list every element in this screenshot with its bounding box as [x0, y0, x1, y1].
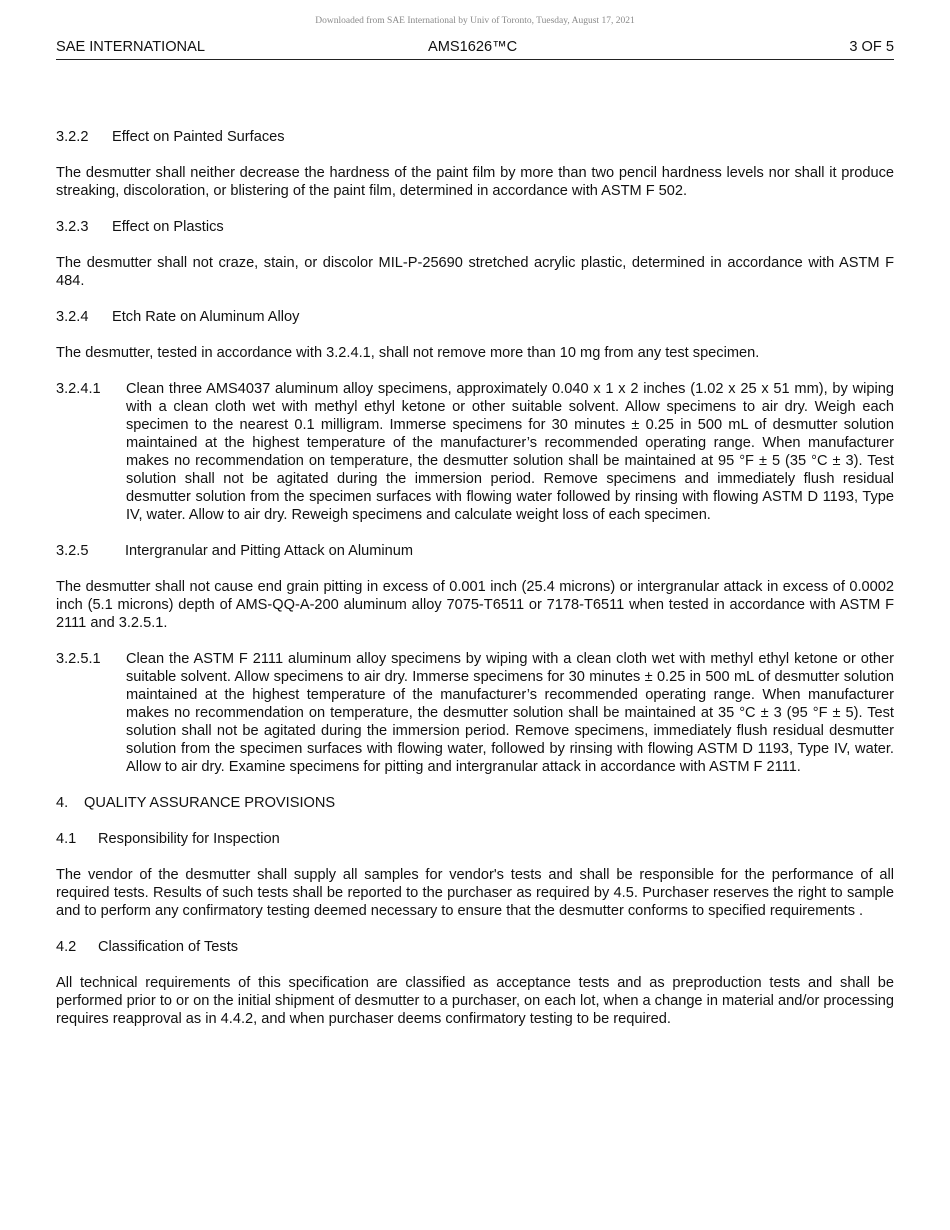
- page-header: [56, 39, 894, 60]
- section-title: Responsibility for Inspection: [98, 831, 280, 847]
- section-heading-3-2-5: [56, 542, 894, 560]
- section-title: Intergranular and Pitting Attack on Aluminum: [125, 543, 413, 559]
- section-title: Effect on Plastics: [112, 219, 224, 235]
- section-title: Etch Rate on Aluminum Alloy: [112, 309, 300, 325]
- section-title: QUALITY ASSURANCE PROVISIONS: [84, 795, 336, 811]
- header-page-number: 3 OF 5: [849, 39, 894, 55]
- section-body-3-2-3: The desmutter shall not craze, stain, or discolor MIL-P-25690 stretched acrylic plastic, determined in accordance with ASTM F 484.: [56, 255, 894, 289]
- section-number: 4.1: [56, 831, 77, 847]
- header-organization: SAE INTERNATIONAL: [56, 39, 205, 55]
- section-body-3-2-4: The desmutter, tested in accordance with 3.2.4.1, shall not remove more than 10 mg from any test specimen.: [56, 345, 760, 361]
- section-body-4-2: All technical requirements of this specification are classified as acceptance tests and as preproduction tests and shall be performed prior to or on the initial shipment of desmutter to a purchaser, on each lot, when a change in material and/or processing requires reapproval as in 4.4.2, and when purchaser deems confirmatory testing to be required.: [56, 975, 894, 1027]
- download-watermark: Downloaded from SAE International by Univ of Toronto, Tuesday, August 17, 2021: [315, 16, 635, 26]
- section-heading-4-1: [56, 830, 894, 848]
- subsection-3-2-4-1: [56, 380, 894, 524]
- section-heading-4-2: [56, 938, 894, 956]
- section-title: Effect on Painted Surfaces: [112, 129, 285, 145]
- section-heading-4: [56, 794, 894, 812]
- section-body-4-1: The vendor of the desmutter shall supply all samples for vendor's tests and shall be responsible for the performance of all required tests. Results of such tests shall be reported to the purchaser as required by 4.5. Purchaser reserves the right to sample and to perform any confirmatory testing deemed necessary to ensure that the desmutter conforms to specified requirements .: [56, 867, 894, 919]
- section-title: Classification of Tests: [98, 939, 239, 955]
- subsection-number: 3.2.4.1: [56, 381, 101, 397]
- subsection-number: 3.2.5.1: [56, 651, 101, 667]
- section-number: 4.2: [56, 939, 77, 955]
- subsection-body: Clean three AMS4037 aluminum alloy specimens, approximately 0.040 x 1 x 2 inches (1.02 x 25 x 51 mm), by wiping with a clean cloth wet with methyl ethyl ketone or other suitable solvent. Allow specimens to air dry. Weigh each specimen to the nearest 0.1 milligram. Immerse specimens for 30 minutes ± 0.25 in 500 mL of desmutter solution maintained at the highest temperature of the manufacturer’s recommended operating range. When manufacturer makes no recommendation on temperature, the desmutter solution shall be maintained at 95 °F ± 5 (35 °C ± 3). Test solution shall not be agitated during the immersion period. Remove specimens and immediately flush residual desmutter solution from the specimen surfaces with flowing water followed by rinsing with flowing ASTM D 1193, Type IV, water. Allow to air dry. Reweigh specimens and calculate weight loss of each specimen.: [126, 381, 894, 523]
- section-number: 3.2.5: [56, 543, 89, 559]
- section-number: 3.2.2: [56, 129, 89, 145]
- section-number: 3.2.3: [56, 219, 89, 235]
- section-body-3-2-5: The desmutter shall not cause end grain pitting in excess of 0.001 inch (25.4 microns) or intergranular attack in excess of 0.0002 inch (5.1 microns) depth of AMS-QQ-A-200 aluminum alloy 7075-T6511 or 7178-T6511 when tested in accordance with ASTM F 2111 and 3.2.5.1.: [56, 579, 894, 631]
- header-document-number: AMS1626™C: [428, 39, 518, 55]
- section-heading-3-2-2: [56, 128, 894, 146]
- section-number: 4.: [56, 795, 69, 811]
- section-heading-3-2-3: [56, 218, 894, 236]
- section-body-3-2-2: The desmutter shall neither decrease the hardness of the paint film by more than two pencil hardness levels nor shall it produce streaking, discoloration, or blistering of the paint film, determined in accordance with ASTM F 502.: [56, 165, 894, 199]
- section-heading-3-2-4: [56, 308, 894, 326]
- page-content: [56, 128, 894, 1046]
- subsection-body: Clean the ASTM F 2111 aluminum alloy specimens by wiping with a clean cloth wet with methyl ethyl ketone or other suitable solvent. Allow specimens to air dry. Immerse specimens for 30 minutes ± 0.25 in 500 mL of desmutter solution maintained at the highest temperature of the manufacturer’s recommended operating range. When manufacturer makes no recommendation on temperature, the desmutter solution shall be maintained at 35 °C ± 3 (95 °F ± 5). Test solution shall not be agitated during the immersion period. Remove specimens, immediately flush residual desmutter solution from the specimen surfaces with flowing water, followed by rinsing with flowing ASTM D 1193, Type IV, water. Allow to air dry. Examine specimens for pitting and intergranular attack in accordance with ASTM F 2111.: [126, 651, 894, 775]
- subsection-3-2-5-1: [56, 650, 894, 776]
- section-number: 3.2.4: [56, 309, 89, 325]
